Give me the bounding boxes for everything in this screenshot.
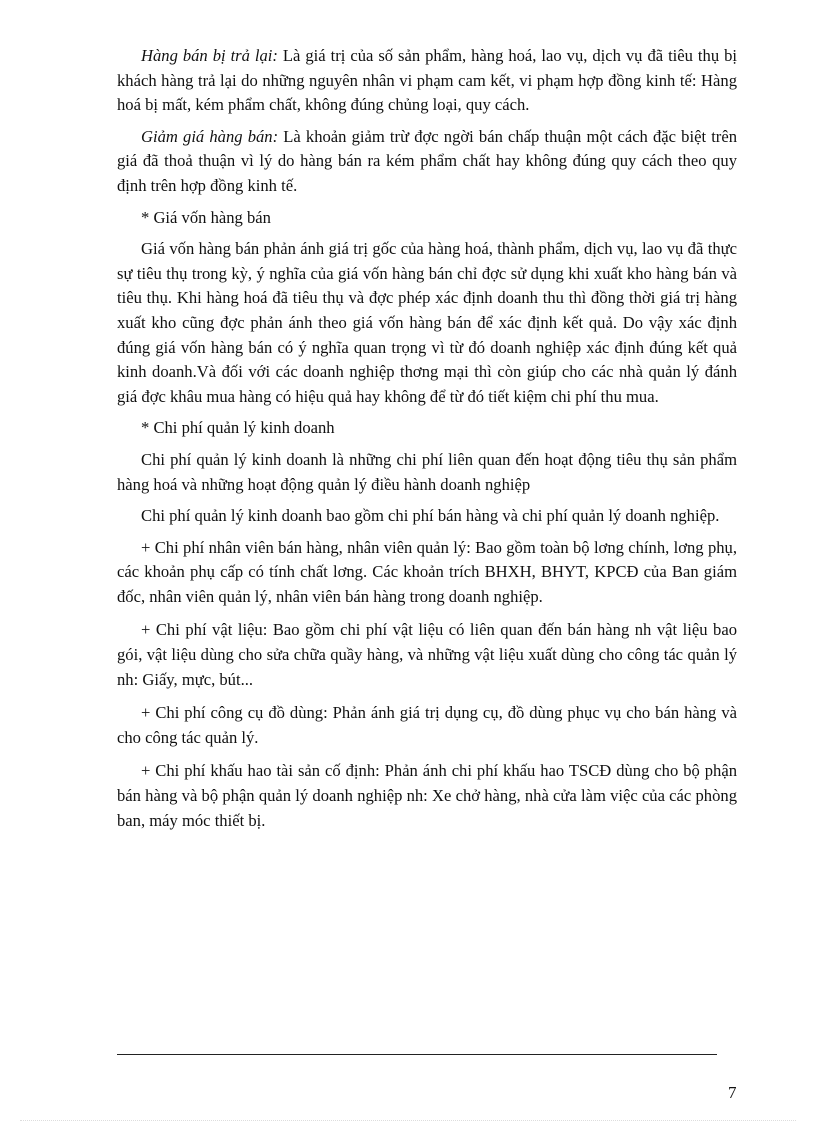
definition-sales-discount: Là khoản giảm trừ đợc ngời bán chấp thuận một cách đặc biệt trên giá đã thoả thuận vì lý do hàng bán ra kém phẩm chất hay không đúng quy cách theo quy định trên hợp đồng kinh tế. (117, 126, 737, 195)
list-item-tools-cost: + Chi phí công cụ đồ dùng: Phản ánh giá trị dụng cụ, đồ dùng phục vụ cho bán hàng và cho công tác quản lý. (117, 703, 737, 747)
paragraph-cost-of-goods-sold: Giá vốn hàng bán phản ánh giá trị gốc của hàng hoá, thành phẩm, dịch vụ, lao vụ đã thực sự tiêu thụ trong kỳ, ý nghĩa của giá vốn hàng bán chỉ đợc sử dụng khi xuất kho hàng bán và tiêu thụ. Khi hàng hoá đã tiêu thụ và đợc phép xác định doanh thu thì đồng thời giá trị hàng xuất kho cũng đợc phản ánh theo giá vốn hàng bán để xác định kết quả. Do vậy xác định đúng giá vốn hàng bán có ý nghĩa quan trọng vì từ đó doanh nghiệp xác định đúng kết quả kinh doanh.Và đối với các doanh nghiệp thơng mại thì còn giúp cho các nhà quản lý đánh giá đợc khâu mua hàng có hiệu quả hay không để từ đó tiết kiệm chi phí thu mua. (117, 239, 737, 406)
term-returned-goods: Hàng bán bị trả lại: (141, 46, 278, 65)
list-item-depreciation-cost: + Chi phí khấu hao tài sản cố định: Phản ánh chi phí khấu hao TSCĐ dùng cho bộ phận bán hàng và bộ phận quản lý doanh nghiệp nh: Xe chở hàng, nhà cửa làm việc của các phòng ban, máy móc thiết bị. (117, 761, 737, 830)
heading-cost-of-goods-sold: * Giá vốn hàng bán (141, 207, 271, 227)
term-sales-discount: Giảm giá hàng bán: (141, 126, 279, 146)
heading-business-management-cost: * Chi phí quản lý kinh doanh (141, 418, 335, 438)
paragraph-management-cost-components: Chi phí quản lý kinh doanh bao gồm chi phí bán hàng và chi phí quản lý doanh nghiệp. (141, 506, 720, 526)
paragraph-returned-goods (117, 44, 737, 118)
paragraph-sales-discount (117, 125, 737, 199)
page-number: 7 (728, 1083, 737, 1102)
document-body (117, 44, 737, 842)
list-item-staff-cost: + Chi phí nhân viên bán hàng, nhân viên quản lý: Bao gồm toàn bộ lơng chính, lơng phụ, các khoản phụ cấp có tính chất lơng. Các khoản trích BHXH, BHYT, KPCĐ của Ban giám đốc, nhân viên quản lý, nhân viên bán hàng trong doanh nghiệp. (117, 537, 737, 606)
definition-returned-goods: Là giá trị của số sản phẩm, hàng hoá, lao vụ, dịch vụ đã tiêu thụ bị khách hàng trả lại do những nguyên nhân vi phạm cam kết, vi phạm hợp đồng kinh tế: Hàng hoá bị mất, kém phẩm chất, không đúng chủng loại, quy cách. (117, 46, 737, 115)
page-bottom-edge (20, 1120, 796, 1121)
paragraph-management-cost-definition: Chi phí quản lý kinh doanh là những chi phí liên quan đến hoạt động tiêu thụ sản phẩm hàng hoá và những hoạt động quản lý điều hành doanh nghiệp (117, 449, 737, 494)
footer-rule (117, 1054, 717, 1055)
list-item-materials-cost: + Chi phí vật liệu: Bao gồm chi phí vật liệu có liên quan đến bán hàng nh vật liệu bao gói, vật liệu dùng cho sửa chữa quầy hàng, và những vật liệu xuất dùng cho công tác quản lý nh: Giấy, mực, bút... (117, 620, 737, 689)
